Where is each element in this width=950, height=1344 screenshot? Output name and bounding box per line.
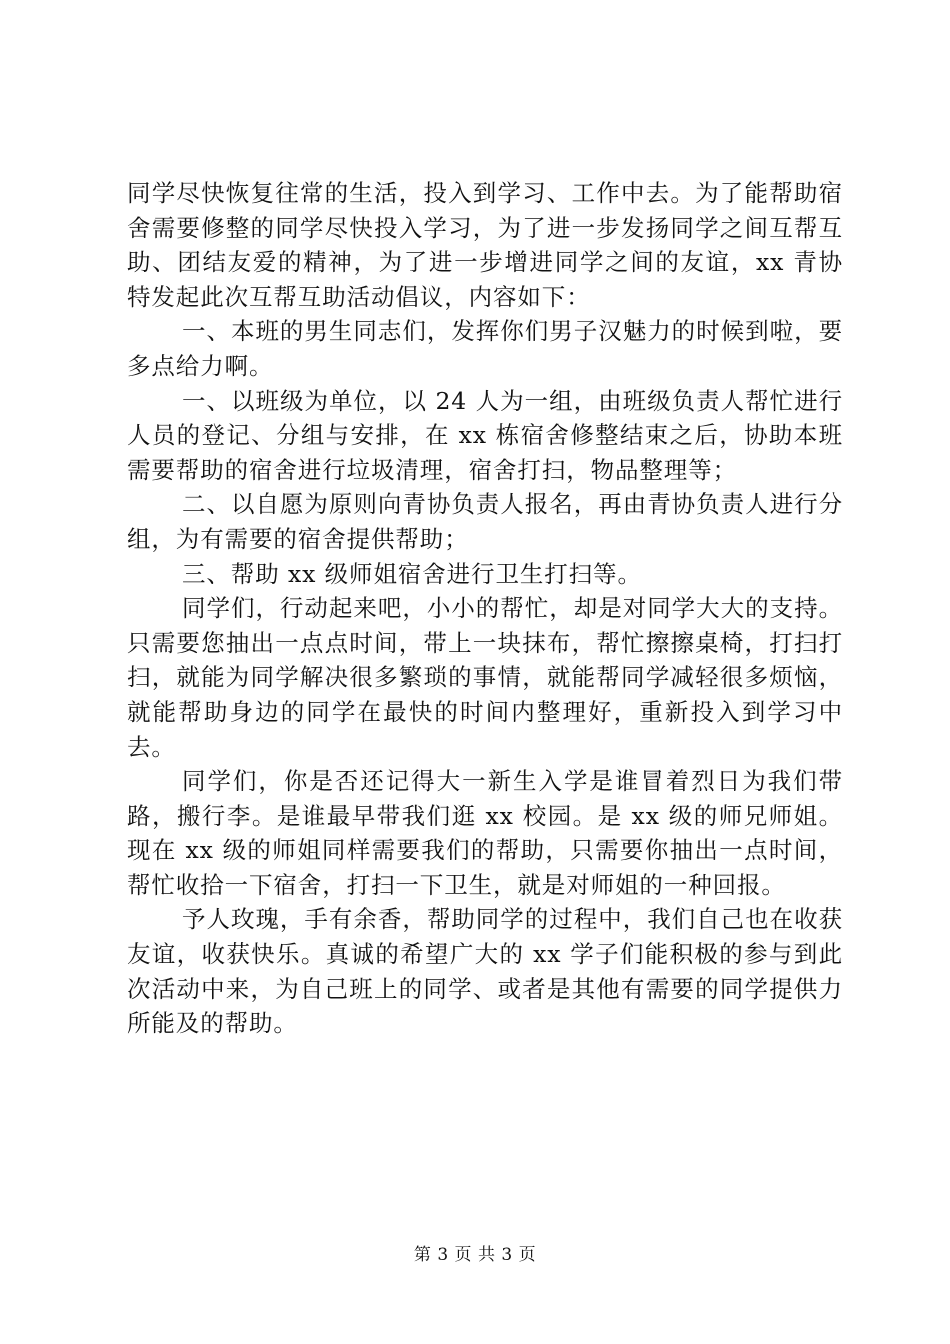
paragraph-item-cleaning: 三、帮助 xx 级师姐宿舍进行卫生打扫等。 <box>182 559 642 588</box>
paragraph-intro-continued: 同学尽快恢复往常的生活，投入到学习、工作中去。为了能帮助宿舍需要修整的同学尽快投入学习，为了进一步发扬同学之间互帮互助、团结友爱的精神，为了进一步增进同学之间的友谊，xx 青协特发起此次互帮互助活动倡议，内容如下： <box>127 179 843 311</box>
document-body <box>127 176 843 1041</box>
paragraph-item-class-groups: 一、以班级为单位，以 24 人为一组，由班级负责人帮忙进行人员的登记、分组与安排，在 xx 栋宿舍修整结束之后，协助本班需要帮助的宿舍进行垃圾清理，宿舍打扫，物品整理等； <box>127 386 843 484</box>
paragraph-item-male-students: 一、本班的男生同志们，发挥你们男子汉魅力的时候到啦，要多点给力啊。 <box>127 317 843 380</box>
paragraph-item-volunteer-signup: 二、以自愿为原则向青协负责人报名，再由青协负责人进行分组，为有需要的宿舍提供帮助； <box>127 490 843 553</box>
page-footer: 第 3 页 共 3 页 <box>413 1245 537 1265</box>
paragraph-remembrance: 同学们，你是否还记得大一新生入学是谁冒着烈日为我们带路，搬行李。是谁最早带我们逛 xx 校园。是 xx 级的师兄师姐。现在 xx 级的师姐同样需要我们的帮助，只需要你抽出一点时间，帮忙收拾一下宿舍，打扫一下卫生，就是对师姐的一种回报。 <box>127 767 843 899</box>
paragraph-call-to-action: 同学们，行动起来吧，小小的帮忙，却是对同学大大的支持。只需要您抽出一点点时间，带上一块抹布，帮忙擦擦桌椅，打扫打扫，就能为同学解决很多繁琐的事情，就能帮同学减轻很多烦恼，就能帮助身边的同学在最快的时间内整理好，重新投入到学习中去。 <box>127 594 843 761</box>
paragraph-closing: 予人玫瑰，手有余香，帮助同学的过程中，我们自己也在收获友谊，收获快乐。真诚的希望广大的 xx 学子们能积极的参与到此次活动中来，为自己班上的同学、或者是其他有需要的同学提供力所能及的帮助。 <box>127 905 843 1038</box>
